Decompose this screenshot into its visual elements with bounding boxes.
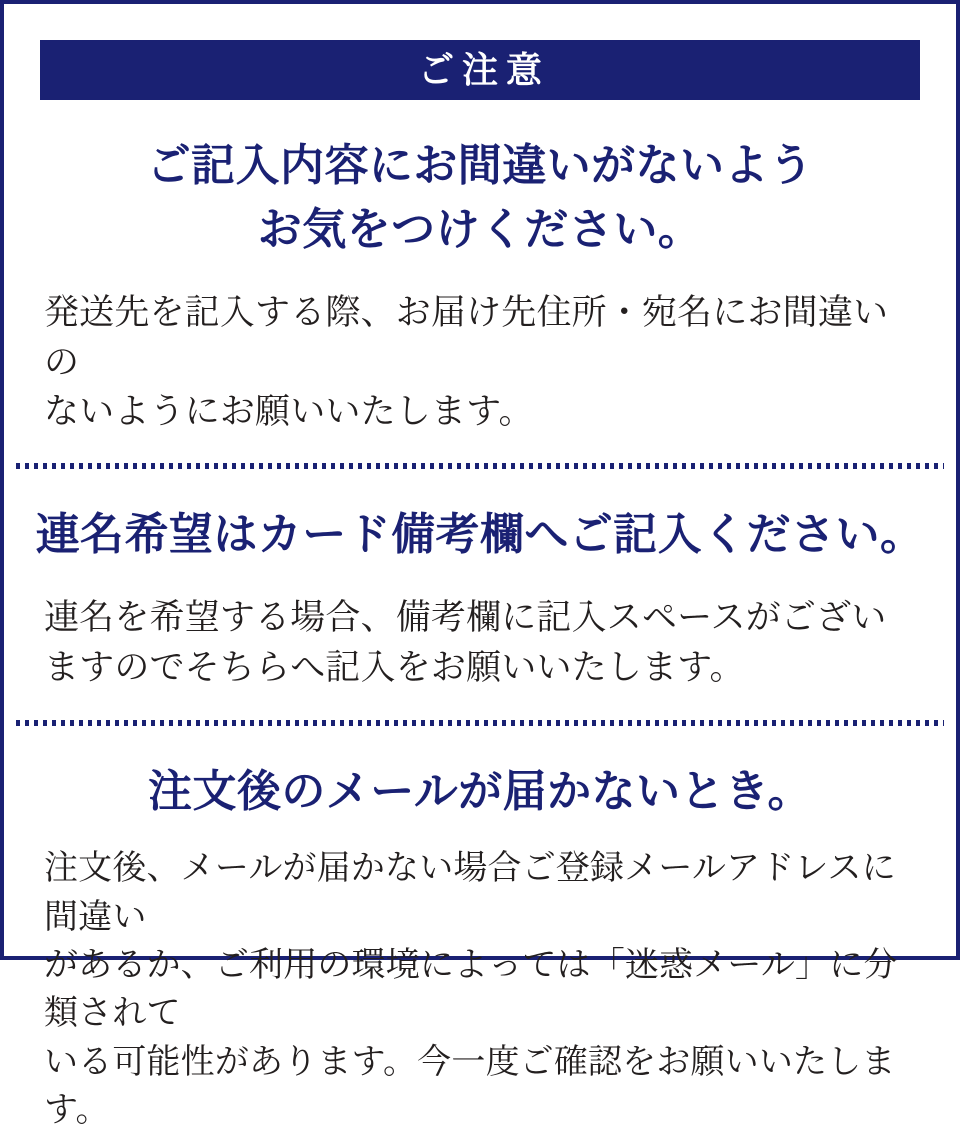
notice-banner bbox=[40, 40, 920, 100]
section-joint-name-body bbox=[44, 593, 916, 692]
section-entry-check-body bbox=[44, 288, 916, 437]
section-entry-check-heading bbox=[20, 134, 940, 262]
section-entry-check bbox=[4, 134, 956, 437]
body-line: があるか、ご利用の環境によっては「迷惑メール」に分類されて bbox=[44, 941, 916, 1038]
body-line: 注文後、メールが届かない場合ご登録メールアドレスに間違い bbox=[44, 844, 916, 941]
section-mail-not-received bbox=[4, 760, 956, 1134]
heading-line: お気をつけください。 bbox=[20, 198, 940, 262]
body-line: ますのでそちらへ記入をお願いいたします。 bbox=[44, 643, 916, 693]
body-line: 連名を希望する場合、備考欄に記入スペースがござい bbox=[44, 593, 916, 643]
heading-line: ご記入内容にお間違いがないよう bbox=[20, 134, 940, 198]
section-mail-body bbox=[44, 844, 916, 1134]
body-line: ないようにお願いいたします。 bbox=[44, 387, 916, 437]
notice-banner-title: ご注意 bbox=[410, 52, 550, 88]
section-mail-heading bbox=[20, 760, 940, 824]
section-joint-name bbox=[4, 503, 956, 692]
body-line: いる可能性があります。今一度ご確認をお願いいたします。 bbox=[44, 1038, 916, 1134]
body-line: 発送先を記入する際、お届け先住所・宛名にお間違いの bbox=[44, 288, 916, 387]
heading-line: 連名希望はカード備考欄へご記入ください。 bbox=[20, 503, 940, 567]
dotted-divider bbox=[16, 463, 944, 469]
heading-line: 注文後のメールが届かないとき。 bbox=[20, 760, 940, 824]
dotted-divider bbox=[16, 720, 944, 726]
section-joint-name-heading bbox=[20, 503, 940, 567]
